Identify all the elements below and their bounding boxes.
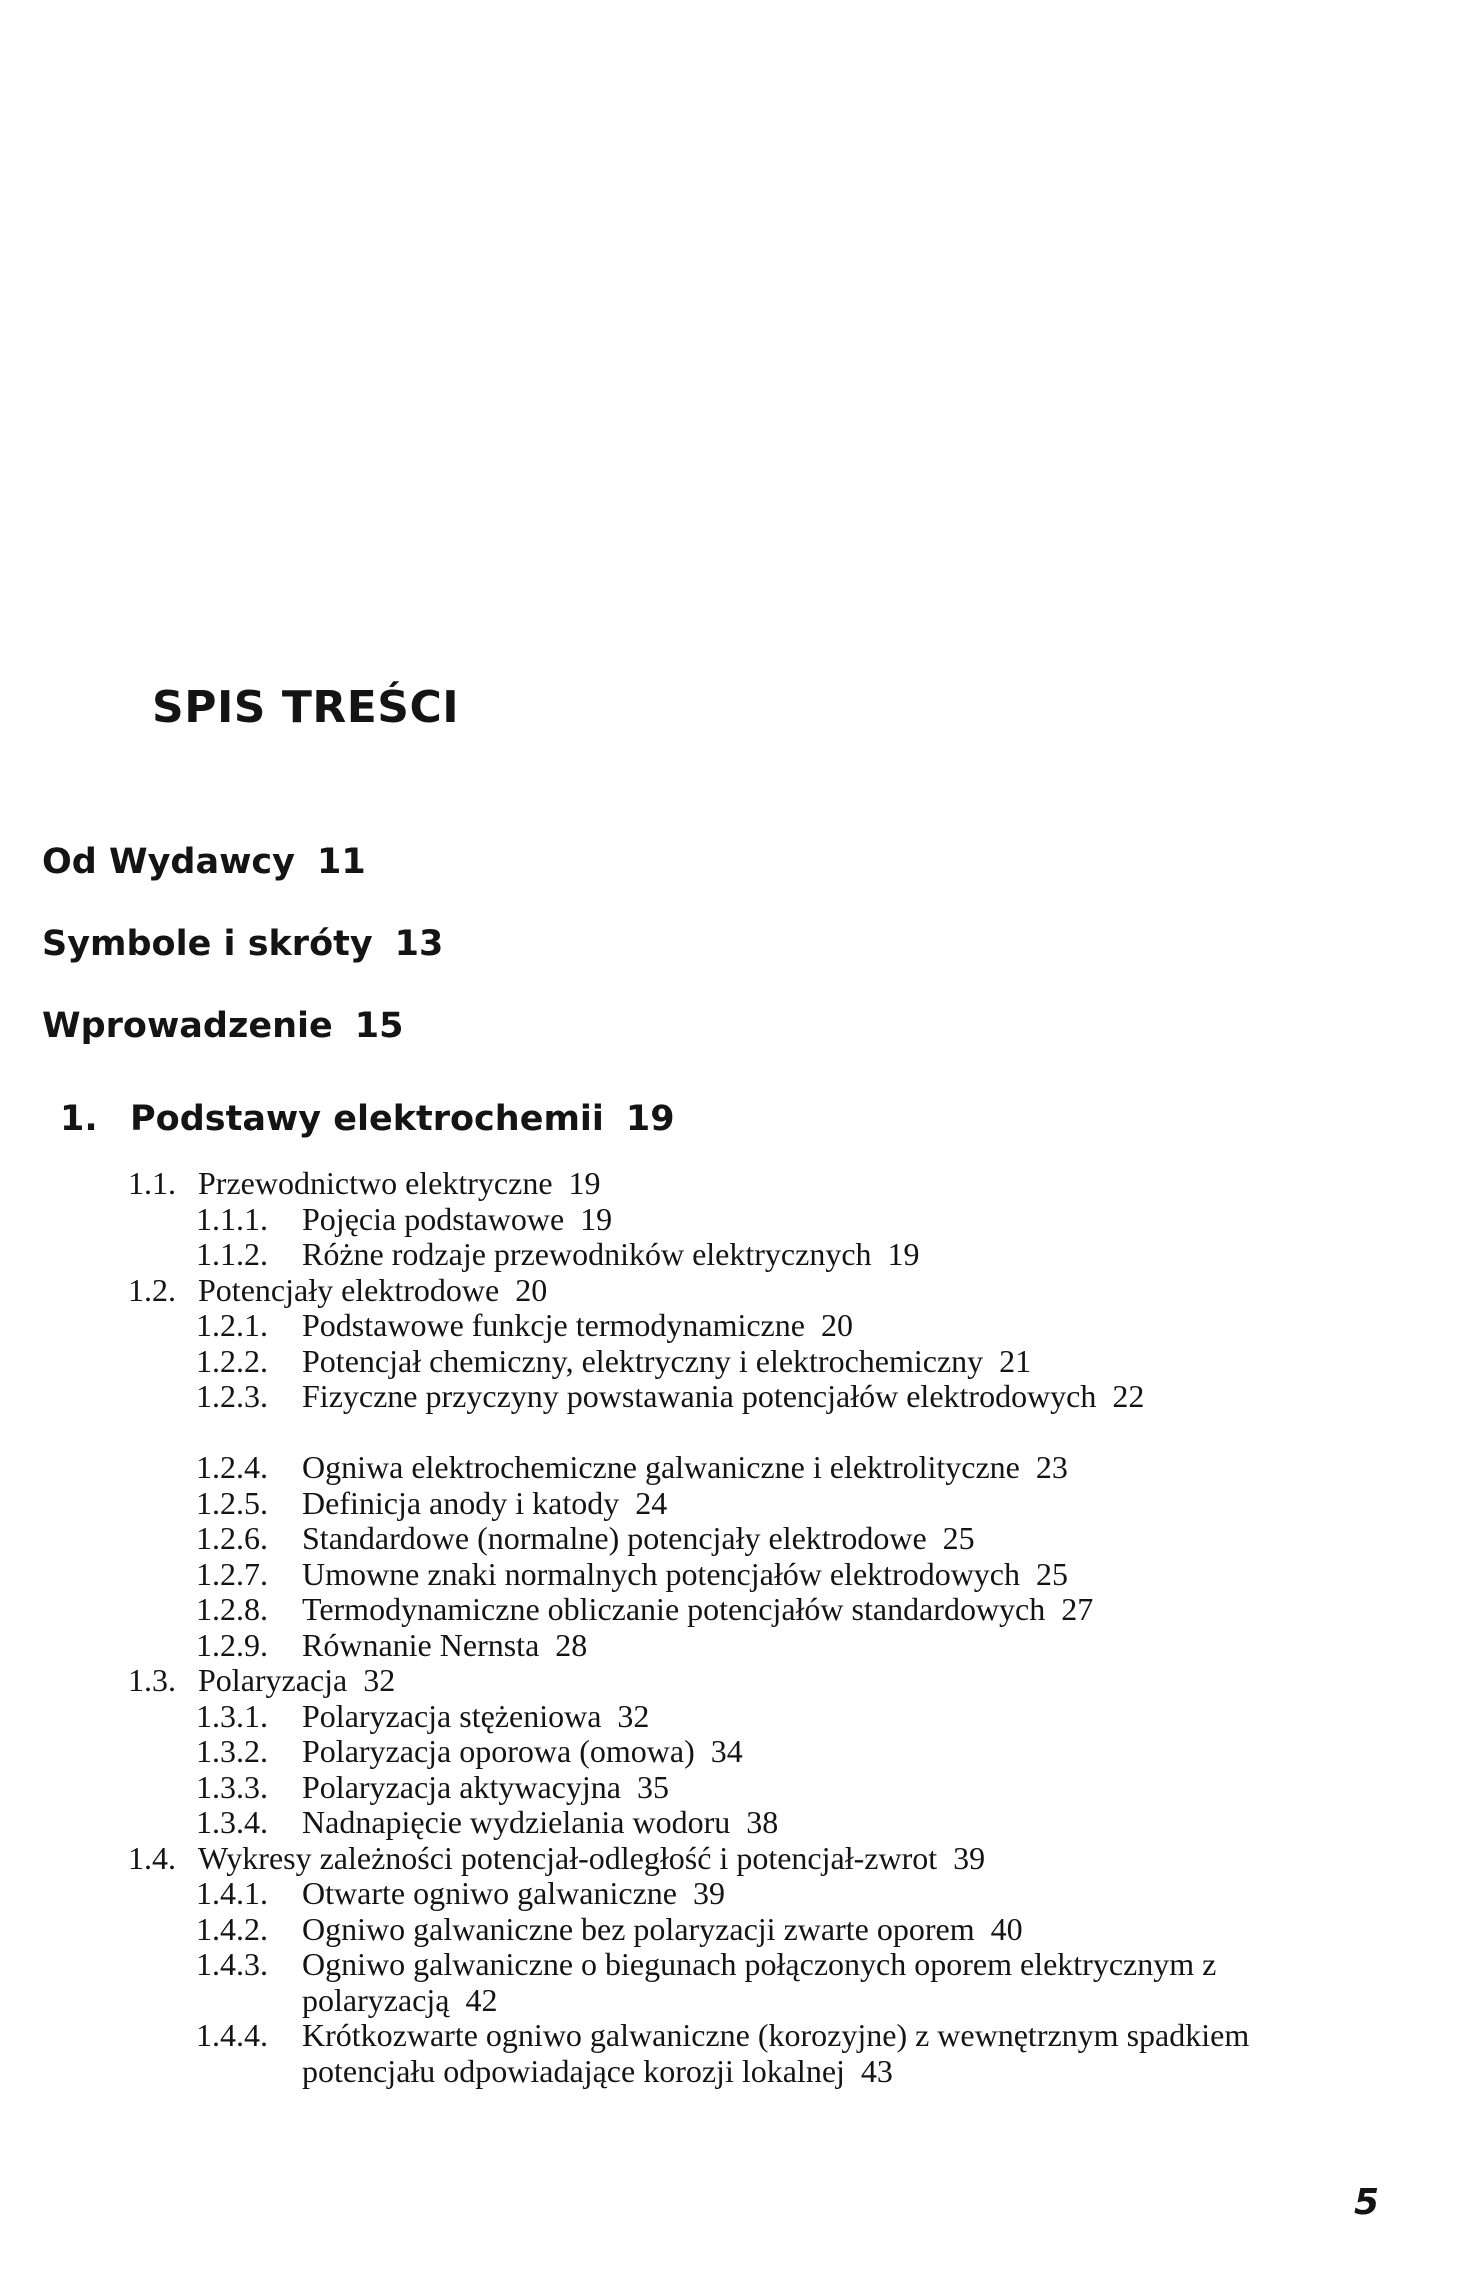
subsection-page: 19 bbox=[887, 1236, 920, 1272]
subsection-title: Umowne znaki normalnych potencjałów elektrodowych bbox=[302, 1555, 1020, 1592]
subsection-title-line bbox=[302, 1202, 612, 1238]
subsection-page: 28 bbox=[555, 1626, 588, 1663]
chapter-number: 1. bbox=[60, 1099, 98, 1139]
subsection-title-line bbox=[302, 1521, 975, 1557]
subsection-number: 1.3.1. bbox=[196, 1697, 268, 1734]
subsection-title: Pojęcia podstawowe bbox=[302, 1200, 565, 1237]
toc-subsection-entry bbox=[0, 1876, 1460, 1912]
subsection-title-line bbox=[302, 1344, 1031, 1380]
toc-subsection-entry bbox=[0, 1308, 1460, 1344]
toc-entry-page: 15 bbox=[354, 1006, 404, 1046]
toc-front-entry bbox=[42, 842, 366, 882]
toc-entry-title: Wprowadzenie bbox=[42, 1006, 333, 1046]
toc-section-entry bbox=[0, 1166, 1460, 1202]
toc-list bbox=[0, 1166, 1460, 2125]
subsection-number: 1.4.1. bbox=[196, 1875, 268, 1911]
toc-chapter-entry bbox=[60, 1099, 675, 1139]
toc-subsection-entry bbox=[0, 1202, 1460, 1238]
subsection-title: Nadnapięcie wydzielania wodoru bbox=[302, 1804, 731, 1840]
subsection-title: Ogniwo galwaniczne o biegunach połączonych oporem elektrycznym z polaryzacją bbox=[302, 1946, 1217, 2018]
section-title: Przewodnictwo elektryczne bbox=[198, 1165, 553, 1201]
toc-subsection-entry bbox=[0, 1592, 1460, 1628]
toc-subsection-entry bbox=[0, 1344, 1460, 1380]
toc-subsection-entry bbox=[0, 1770, 1460, 1806]
section-page: 32 bbox=[363, 1662, 396, 1698]
subsection-title: Termodynamiczne obliczanie potencjałów standardowych bbox=[302, 1591, 1046, 1627]
subsection-number: 1.4.4. bbox=[196, 2017, 268, 2053]
subsection-number: 1.4.2. bbox=[196, 1910, 268, 1947]
subsection-number: 1.3.2. bbox=[196, 1733, 268, 1769]
subsection-number: 1.2.2. bbox=[196, 1342, 268, 1379]
toc-subsection-entry bbox=[0, 1912, 1460, 1948]
subsection-number: 1.2.6. bbox=[196, 1520, 268, 1556]
subsection-number: 1.2.3. bbox=[196, 1378, 268, 1414]
section-number: 1.2. bbox=[128, 1271, 176, 1308]
subsection-number: 1.1.1. bbox=[196, 1200, 268, 1237]
subsection-title-line bbox=[302, 1237, 920, 1273]
toc-subsection-entry bbox=[0, 1450, 1460, 1486]
subsection-title: Ogniwa elektrochemiczne galwaniczne i elektrolityczne bbox=[302, 1449, 1020, 1485]
subsection-title-line bbox=[302, 1592, 1093, 1628]
subsection-page: 24 bbox=[635, 1484, 668, 1521]
section-title-line bbox=[198, 1841, 985, 1877]
toc-section-entry bbox=[0, 1663, 1460, 1699]
subsection-title: Podstawowe funkcje termodynamiczne bbox=[302, 1307, 805, 1343]
toc-entry-title: Od Wydawcy bbox=[42, 842, 295, 882]
subsection-page: 23 bbox=[1035, 1449, 1068, 1485]
subsection-title-line bbox=[302, 1379, 1162, 1415]
toc-front-entry bbox=[42, 1006, 403, 1046]
subsection-title: Polaryzacja stężeniowa bbox=[302, 1697, 602, 1734]
subsection-title-line bbox=[302, 1699, 649, 1735]
toc-subsection-entry bbox=[0, 1237, 1460, 1273]
subsection-page: 34 bbox=[710, 1733, 743, 1769]
subsection-page: 22 bbox=[1112, 1378, 1145, 1414]
subsection-title-line bbox=[302, 1628, 587, 1664]
subsection-number: 1.2.8. bbox=[196, 1591, 268, 1627]
page-title: SPIS TREŚCI bbox=[152, 682, 460, 733]
section-number: 1.4. bbox=[128, 1839, 176, 1876]
chapter-title: Podstawy elektrochemii bbox=[130, 1099, 604, 1139]
subsection-title-line bbox=[302, 1734, 743, 1770]
subsection-title-line bbox=[302, 1308, 853, 1344]
toc-entry-page: 13 bbox=[394, 924, 444, 964]
toc-entry-page: 11 bbox=[316, 842, 366, 882]
subsection-title: Definicja anody i katody bbox=[302, 1484, 620, 1521]
section-title: Potencjały elektrodowe bbox=[198, 1271, 500, 1308]
toc-subsection-entry bbox=[0, 1486, 1460, 1522]
section-page: 19 bbox=[568, 1165, 601, 1201]
subsection-title-line bbox=[302, 1876, 725, 1912]
section-number: 1.1. bbox=[128, 1165, 176, 1201]
toc-front-entry bbox=[42, 924, 443, 964]
subsection-title: Polaryzacja oporowa (omowa) bbox=[302, 1733, 695, 1769]
section-page: 39 bbox=[953, 1839, 986, 1876]
subsection-number: 1.4.3. bbox=[196, 1946, 268, 1982]
subsection-page: 19 bbox=[580, 1200, 613, 1237]
toc-section-entry bbox=[0, 1273, 1460, 1309]
subsection-page: 27 bbox=[1061, 1591, 1094, 1627]
subsection-page: 35 bbox=[636, 1768, 669, 1805]
subsection-title-line bbox=[302, 1557, 1068, 1593]
toc-subsection-entry bbox=[0, 2018, 1460, 2125]
subsection-title: Krótkozwarte ogniwo galwaniczne (korozyjne) z wewnętrznym spadkiem potencjału odpowiadające korozji lokalnej bbox=[302, 2017, 1250, 2089]
section-title-line bbox=[198, 1273, 547, 1309]
subsection-title: Standardowe (normalne) potencjały elektrodowe bbox=[302, 1520, 927, 1556]
chapter-page: 19 bbox=[625, 1099, 675, 1139]
subsection-title-line bbox=[302, 1770, 669, 1806]
subsection-title-line bbox=[302, 1912, 1023, 1948]
subsection-title: Otwarte ogniwo galwaniczne bbox=[302, 1875, 677, 1911]
toc-subsection-entry bbox=[0, 1628, 1460, 1664]
subsection-title-line bbox=[302, 2018, 1262, 2089]
toc-subsection-entry bbox=[0, 1947, 1460, 2018]
subsection-page: 25 bbox=[942, 1520, 975, 1556]
subsection-number: 1.2.9. bbox=[196, 1626, 268, 1663]
subsection-page: 38 bbox=[746, 1804, 779, 1840]
subsection-page: 20 bbox=[820, 1307, 853, 1343]
section-title-line bbox=[198, 1663, 395, 1699]
subsection-page: 43 bbox=[860, 2052, 893, 2089]
toc-subsection-entry bbox=[0, 1557, 1460, 1593]
subsection-number: 1.2.5. bbox=[196, 1484, 268, 1521]
subsection-title: Równanie Nernsta bbox=[302, 1626, 540, 1663]
toc-subsection-entry bbox=[0, 1379, 1460, 1450]
section-page: 20 bbox=[515, 1271, 548, 1308]
subsection-page: 40 bbox=[990, 1910, 1023, 1947]
subsection-title: Fizyczne przyczyny powstawania potencjałów elektrodowych bbox=[302, 1378, 1097, 1414]
subsection-title-line bbox=[302, 1805, 778, 1841]
section-number: 1.3. bbox=[128, 1662, 176, 1698]
toc-subsection-entry bbox=[0, 1521, 1460, 1557]
subsection-page: 32 bbox=[617, 1697, 650, 1734]
section-title: Wykresy zależności potencjał-odległość i potencjał-zwrot bbox=[198, 1839, 938, 1876]
subsection-number: 1.2.1. bbox=[196, 1307, 268, 1343]
subsection-page: 25 bbox=[1036, 1555, 1068, 1592]
toc-subsection-entry bbox=[0, 1734, 1460, 1770]
subsection-number: 1.3.3. bbox=[196, 1768, 268, 1805]
page-number: 5 bbox=[1354, 2182, 1380, 2223]
subsection-number: 1.1.2. bbox=[196, 1236, 268, 1272]
subsection-page: 21 bbox=[999, 1342, 1032, 1379]
subsection-title: Ogniwo galwaniczne bez polaryzacji zwarte oporem bbox=[302, 1910, 975, 1947]
toc-subsection-entry bbox=[0, 1699, 1460, 1735]
toc-subsection-entry bbox=[0, 1805, 1460, 1841]
subsection-page: 42 bbox=[465, 1981, 498, 2018]
toc-section-entry bbox=[0, 1841, 1460, 1877]
subsection-title-line bbox=[302, 1486, 667, 1522]
subsection-number: 1.2.7. bbox=[196, 1555, 268, 1592]
subsection-title-line bbox=[302, 1947, 1302, 2018]
subsection-number: 1.2.4. bbox=[196, 1449, 268, 1485]
subsection-title-line bbox=[302, 1450, 1068, 1486]
section-title-line bbox=[198, 1166, 601, 1202]
subsection-title: Polaryzacja aktywacyjna bbox=[302, 1768, 621, 1805]
subsection-title: Różne rodzaje przewodników elektrycznych bbox=[302, 1236, 872, 1272]
subsection-title: Potencjał chemiczny, elektryczny i elektrochemiczny bbox=[302, 1342, 984, 1379]
toc-entry-title: Symbole i skróty bbox=[42, 924, 373, 964]
subsection-page: 39 bbox=[692, 1875, 725, 1911]
section-title: Polaryzacja bbox=[198, 1662, 348, 1698]
subsection-number: 1.3.4. bbox=[196, 1804, 268, 1840]
